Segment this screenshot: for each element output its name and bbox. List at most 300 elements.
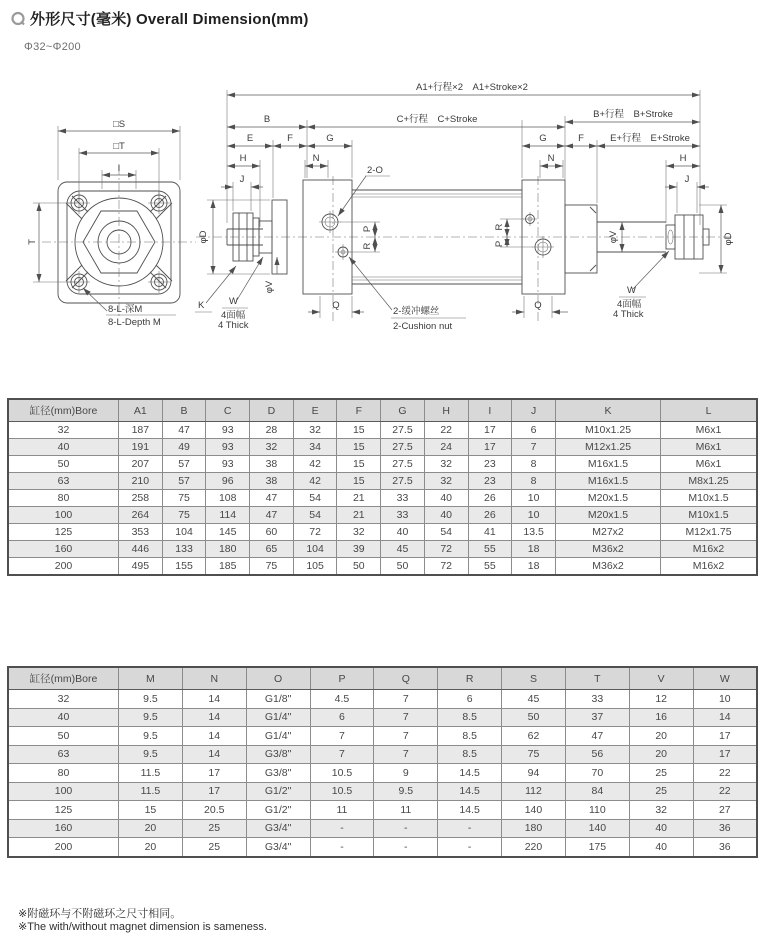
value-cell: 14 — [182, 745, 246, 764]
callout-faces-en-right: 4 Thick — [613, 309, 644, 320]
value-cell: 24 — [424, 439, 468, 456]
value-cell: 26 — [468, 490, 512, 507]
value-cell: 84 — [565, 782, 629, 801]
bore-cell: 200 — [8, 838, 119, 857]
value-cell: - — [374, 838, 438, 857]
value-cell: 40 — [381, 524, 425, 541]
value-cell: 65 — [250, 541, 294, 558]
value-cell: 7 — [374, 745, 438, 764]
value-cell: 7 — [310, 745, 374, 764]
value-cell: G1/4" — [246, 727, 310, 746]
value-cell: 37 — [565, 708, 629, 727]
value-cell: 133 — [162, 541, 206, 558]
callout-w: W — [229, 296, 238, 307]
dim-label-b-stroke: B+行程 B+Stroke — [593, 109, 673, 120]
footnote-en: ※The with/without magnet dimension is sameness. — [18, 921, 267, 933]
value-cell: 9 — [374, 764, 438, 783]
value-cell: 42 — [293, 456, 337, 473]
value-cell: M12x1.25 — [556, 439, 661, 456]
column-header: G — [381, 399, 425, 422]
table-row — [8, 764, 757, 783]
dim-label-phi-v: φV — [264, 280, 275, 294]
table-row — [8, 727, 757, 746]
column-header: 缸径(mm)Bore — [8, 399, 119, 422]
value-cell: 54 — [293, 507, 337, 524]
callout-k: K — [198, 300, 205, 311]
table-row — [8, 507, 757, 524]
callout-faces-cn: 4面幅 — [221, 310, 246, 321]
value-cell: 40 — [424, 507, 468, 524]
value-cell: 7 — [512, 439, 556, 456]
front-view — [27, 119, 196, 328]
column-header: S — [502, 667, 566, 690]
column-header: W — [693, 667, 757, 690]
dim-label-phi-d-right: φD — [723, 232, 734, 246]
value-cell: 180 — [502, 819, 566, 838]
value-cell: 4.5 — [310, 690, 374, 709]
value-cell: 104 — [162, 524, 206, 541]
dim-label-j: J — [239, 174, 245, 185]
dim-label-square-t: □T — [113, 141, 125, 152]
value-cell: G1/4" — [246, 708, 310, 727]
value-cell: 6 — [310, 708, 374, 727]
column-header: N — [182, 667, 246, 690]
value-cell: 36 — [693, 819, 757, 838]
header-row — [8, 399, 757, 422]
callout-depth-en: 8-L-Depth M — [108, 317, 161, 328]
value-cell: 23 — [468, 473, 512, 490]
value-cell: 42 — [293, 473, 337, 490]
bore-cell: 100 — [8, 507, 119, 524]
column-header: Q — [374, 667, 438, 690]
dim-label-phi-d: φD — [198, 230, 209, 244]
value-cell: M16x1.5 — [556, 473, 661, 490]
value-cell: 140 — [565, 819, 629, 838]
header-row — [8, 667, 757, 690]
bore-cell: 40 — [8, 708, 119, 727]
value-cell: 17 — [468, 439, 512, 456]
value-cell: 27 — [693, 801, 757, 820]
value-cell: 47 — [162, 422, 206, 439]
dim-label-i: I — [117, 163, 121, 174]
value-cell: 55 — [468, 558, 512, 576]
value-cell: 56 — [565, 745, 629, 764]
bore-cell: 80 — [8, 764, 119, 783]
value-cell: 57 — [162, 456, 206, 473]
value-cell: 40 — [424, 490, 468, 507]
value-cell: 38 — [250, 473, 294, 490]
bore-cell: 160 — [8, 819, 119, 838]
bore-cell: 160 — [8, 541, 119, 558]
bore-cell: 80 — [8, 490, 119, 507]
value-cell: 353 — [119, 524, 163, 541]
callout-faces-cn-right: 4面幅 — [617, 299, 642, 310]
value-cell: 11.5 — [119, 764, 183, 783]
value-cell: 47 — [565, 727, 629, 746]
value-cell: 20 — [119, 838, 183, 857]
column-header: C — [206, 399, 250, 422]
value-cell: 20 — [119, 819, 183, 838]
table-row — [8, 456, 757, 473]
bore-range-label: Φ32~Φ200 — [24, 41, 81, 53]
value-cell: 36 — [693, 838, 757, 857]
bore-cell: 200 — [8, 558, 119, 576]
column-header: J — [512, 399, 556, 422]
value-cell: 32 — [293, 422, 337, 439]
value-cell: 15 — [337, 439, 381, 456]
value-cell: M16x2 — [661, 541, 758, 558]
value-cell: 258 — [119, 490, 163, 507]
value-cell: 9.5 — [119, 727, 183, 746]
value-cell: G3/4" — [246, 838, 310, 857]
side-view-dimensions — [195, 81, 734, 332]
value-cell: 33 — [381, 507, 425, 524]
value-cell: 7 — [374, 690, 438, 709]
value-cell: 8 — [512, 456, 556, 473]
value-cell: 11 — [310, 801, 374, 820]
value-cell: 14 — [182, 690, 246, 709]
bore-cell: 40 — [8, 439, 119, 456]
column-header: O — [246, 667, 310, 690]
value-cell: 20 — [629, 727, 693, 746]
value-cell: 25 — [182, 819, 246, 838]
value-cell: 155 — [162, 558, 206, 576]
value-cell: G1/2" — [246, 782, 310, 801]
value-cell: 38 — [250, 456, 294, 473]
dim-label-b: B — [263, 114, 271, 125]
table-row — [8, 801, 757, 820]
value-cell: 62 — [502, 727, 566, 746]
value-cell: 13.5 — [512, 524, 556, 541]
value-cell: 25 — [629, 782, 693, 801]
value-cell: G3/4" — [246, 819, 310, 838]
bore-cell: 32 — [8, 422, 119, 439]
value-cell: 47 — [250, 507, 294, 524]
value-cell: 175 — [565, 838, 629, 857]
value-cell: G3/8" — [246, 745, 310, 764]
column-header: E — [293, 399, 337, 422]
value-cell: 32 — [424, 456, 468, 473]
value-cell: 264 — [119, 507, 163, 524]
callout-faces-en: 4 Thick — [218, 320, 249, 331]
value-cell: M36x2 — [556, 558, 661, 576]
table-row — [8, 541, 757, 558]
value-cell: 45 — [502, 690, 566, 709]
value-cell: 25 — [182, 838, 246, 857]
value-cell: 20 — [629, 745, 693, 764]
dim-label-n: N — [312, 153, 320, 164]
value-cell: 6 — [512, 422, 556, 439]
value-cell: 112 — [502, 782, 566, 801]
dim-label-q-right: Q — [534, 300, 542, 311]
dim-label-r-right: R — [494, 223, 505, 231]
value-cell: 22 — [693, 782, 757, 801]
value-cell: - — [438, 838, 502, 857]
table-row — [8, 708, 757, 727]
value-cell: 57 — [162, 473, 206, 490]
value-cell: 27.5 — [381, 439, 425, 456]
value-cell: M27x2 — [556, 524, 661, 541]
value-cell: 8 — [512, 473, 556, 490]
value-cell: M10x1.5 — [661, 490, 758, 507]
value-cell: 14.5 — [438, 764, 502, 783]
column-header: V — [629, 667, 693, 690]
value-cell: 93 — [206, 456, 250, 473]
table-row — [8, 838, 757, 857]
value-cell: 14 — [182, 727, 246, 746]
value-cell: 72 — [424, 541, 468, 558]
value-cell: 60 — [250, 524, 294, 541]
value-cell: 17 — [693, 745, 757, 764]
dimension-table-a — [7, 398, 758, 576]
value-cell: 15 — [119, 801, 183, 820]
section-header — [10, 8, 309, 29]
table-row — [8, 745, 757, 764]
value-cell: 15 — [337, 422, 381, 439]
dim-label-phi-v-right: φV — [608, 230, 619, 244]
value-cell: 9.5 — [374, 782, 438, 801]
value-cell: 140 — [502, 801, 566, 820]
dim-label-p-right: P — [494, 240, 505, 248]
value-cell: 12 — [629, 690, 693, 709]
value-cell: 104 — [293, 541, 337, 558]
value-cell: 33 — [565, 690, 629, 709]
footnotes — [18, 908, 267, 934]
value-cell: 26 — [468, 507, 512, 524]
footnote-cn: ※附磁环与不附磁环之尺寸相同。 — [18, 908, 182, 920]
bore-cell: 125 — [8, 524, 119, 541]
value-cell: 185 — [206, 558, 250, 576]
value-cell: 32 — [250, 439, 294, 456]
value-cell: 72 — [424, 558, 468, 576]
value-cell: 9.5 — [119, 745, 183, 764]
value-cell: 47 — [250, 490, 294, 507]
dim-label-t: T — [27, 239, 38, 245]
value-cell: 32 — [629, 801, 693, 820]
value-cell: 15 — [337, 456, 381, 473]
value-cell: 32 — [424, 473, 468, 490]
value-cell: 45 — [381, 541, 425, 558]
value-cell: - — [374, 819, 438, 838]
column-header: B — [162, 399, 206, 422]
callout-port: 2-O — [367, 165, 383, 176]
page-title: 外形尺寸(毫米) Overall Dimension(mm) — [30, 11, 309, 28]
value-cell: - — [310, 819, 374, 838]
technical-drawing — [0, 60, 765, 395]
table-row — [8, 819, 757, 838]
table-row — [8, 690, 757, 709]
value-cell: M16x2 — [661, 558, 758, 576]
table-row — [8, 490, 757, 507]
value-cell: 27.5 — [381, 422, 425, 439]
value-cell: 32 — [337, 524, 381, 541]
value-cell: 21 — [337, 507, 381, 524]
value-cell: 70 — [565, 764, 629, 783]
value-cell: 6 — [438, 690, 502, 709]
value-cell: - — [438, 819, 502, 838]
value-cell: 9.5 — [119, 690, 183, 709]
column-header: T — [565, 667, 629, 690]
dim-label-n-right: N — [547, 153, 555, 164]
value-cell: M6x1 — [661, 422, 758, 439]
value-cell: 41 — [468, 524, 512, 541]
value-cell: 14 — [182, 708, 246, 727]
column-header: F — [337, 399, 381, 422]
value-cell: 50 — [381, 558, 425, 576]
value-cell: 7 — [374, 727, 438, 746]
value-cell: 14.5 — [438, 801, 502, 820]
dim-label-g-right: G — [539, 133, 547, 144]
bore-cell: 63 — [8, 473, 119, 490]
value-cell: 8.5 — [438, 708, 502, 727]
value-cell: M6x1 — [661, 456, 758, 473]
dim-label-j-right: J — [684, 174, 690, 185]
value-cell: 10 — [693, 690, 757, 709]
value-cell: 23 — [468, 456, 512, 473]
value-cell: 39 — [337, 541, 381, 558]
callout-w-right: W — [627, 285, 636, 296]
value-cell: 7 — [310, 727, 374, 746]
column-header: 缸径(mm)Bore — [8, 667, 119, 690]
value-cell: 207 — [119, 456, 163, 473]
value-cell: 93 — [206, 439, 250, 456]
value-cell: 180 — [206, 541, 250, 558]
value-cell: 50 — [337, 558, 381, 576]
column-header: I — [468, 399, 512, 422]
bore-cell: 100 — [8, 782, 119, 801]
value-cell: 17 — [468, 422, 512, 439]
value-cell: 446 — [119, 541, 163, 558]
value-cell: 96 — [206, 473, 250, 490]
column-header: K — [556, 399, 661, 422]
bore-cell: 50 — [8, 727, 119, 746]
value-cell: 11.5 — [119, 782, 183, 801]
value-cell: 17 — [693, 727, 757, 746]
value-cell: 17 — [182, 782, 246, 801]
value-cell: M20x1.5 — [556, 490, 661, 507]
callout-cushion-en: 2-Cushion nut — [393, 321, 453, 332]
value-cell: G1/8" — [246, 690, 310, 709]
value-cell: 72 — [293, 524, 337, 541]
value-cell: 18 — [512, 558, 556, 576]
value-cell: 108 — [206, 490, 250, 507]
value-cell: 54 — [293, 490, 337, 507]
dim-label-q: Q — [332, 300, 340, 311]
value-cell: 14 — [693, 708, 757, 727]
value-cell: 49 — [162, 439, 206, 456]
value-cell: 22 — [693, 764, 757, 783]
value-cell: 105 — [293, 558, 337, 576]
table-row — [8, 782, 757, 801]
value-cell: 27.5 — [381, 473, 425, 490]
value-cell: 54 — [424, 524, 468, 541]
value-cell: M36x2 — [556, 541, 661, 558]
dim-label-r: R — [362, 242, 373, 250]
section-marker-icon — [10, 11, 26, 27]
bore-cell: 125 — [8, 801, 119, 820]
value-cell: G3/8" — [246, 764, 310, 783]
column-header: L — [661, 399, 758, 422]
table-row — [8, 524, 757, 541]
dim-label-h: H — [239, 153, 247, 164]
table-row — [8, 473, 757, 490]
column-header: P — [310, 667, 374, 690]
table-row — [8, 439, 757, 456]
dim-label-h-right: H — [679, 153, 687, 164]
value-cell: 187 — [119, 422, 163, 439]
column-header: R — [438, 667, 502, 690]
value-cell: 11 — [374, 801, 438, 820]
column-header: H — [424, 399, 468, 422]
value-cell: 9.5 — [119, 708, 183, 727]
value-cell: 40 — [629, 838, 693, 857]
column-header: D — [250, 399, 294, 422]
value-cell: 21 — [337, 490, 381, 507]
value-cell: 33 — [381, 490, 425, 507]
value-cell: M12x1.75 — [661, 524, 758, 541]
value-cell: 28 — [250, 422, 294, 439]
dim-label-f: F — [287, 133, 293, 144]
value-cell: 55 — [468, 541, 512, 558]
value-cell: M10x1.25 — [556, 422, 661, 439]
dim-label-square-s: □S — [112, 119, 126, 130]
value-cell: 8.5 — [438, 727, 502, 746]
value-cell: 75 — [250, 558, 294, 576]
value-cell: G1/2" — [246, 801, 310, 820]
value-cell: 75 — [502, 745, 566, 764]
value-cell: 40 — [629, 819, 693, 838]
value-cell: 220 — [502, 838, 566, 857]
value-cell: 14.5 — [438, 782, 502, 801]
value-cell: M6x1 — [661, 439, 758, 456]
column-header: M — [119, 667, 183, 690]
dim-label-f-right: F — [578, 133, 584, 144]
table-row — [8, 558, 757, 576]
dim-label-e: E — [246, 133, 254, 144]
dim-label-e-stroke: E+行程 E+Stroke — [610, 133, 690, 144]
value-cell: 17 — [182, 764, 246, 783]
dim-label-a1: A1+行程×2 A1+Stroke×2 — [416, 82, 528, 93]
value-cell: - — [310, 838, 374, 857]
value-cell: 34 — [293, 439, 337, 456]
value-cell: M8x1.25 — [661, 473, 758, 490]
value-cell: 27.5 — [381, 456, 425, 473]
value-cell: 110 — [565, 801, 629, 820]
column-header: A1 — [119, 399, 163, 422]
value-cell: 10.5 — [310, 782, 374, 801]
value-cell: 22 — [424, 422, 468, 439]
value-cell: 50 — [502, 708, 566, 727]
value-cell: 25 — [629, 764, 693, 783]
dim-label-p: P — [362, 225, 373, 233]
table-row — [8, 422, 757, 439]
value-cell: 18 — [512, 541, 556, 558]
value-cell: 7 — [374, 708, 438, 727]
value-cell: 114 — [206, 507, 250, 524]
value-cell: 15 — [337, 473, 381, 490]
value-cell: 16 — [629, 708, 693, 727]
value-cell: M10x1.5 — [661, 507, 758, 524]
bore-cell: 32 — [8, 690, 119, 709]
value-cell: 93 — [206, 422, 250, 439]
value-cell: 10 — [512, 507, 556, 524]
bore-cell: 63 — [8, 745, 119, 764]
callout-cushion-cn: 2-缓冲螺丝 — [393, 306, 440, 317]
value-cell: 10 — [512, 490, 556, 507]
value-cell: 75 — [162, 490, 206, 507]
value-cell: M20x1.5 — [556, 507, 661, 524]
value-cell: 145 — [206, 524, 250, 541]
